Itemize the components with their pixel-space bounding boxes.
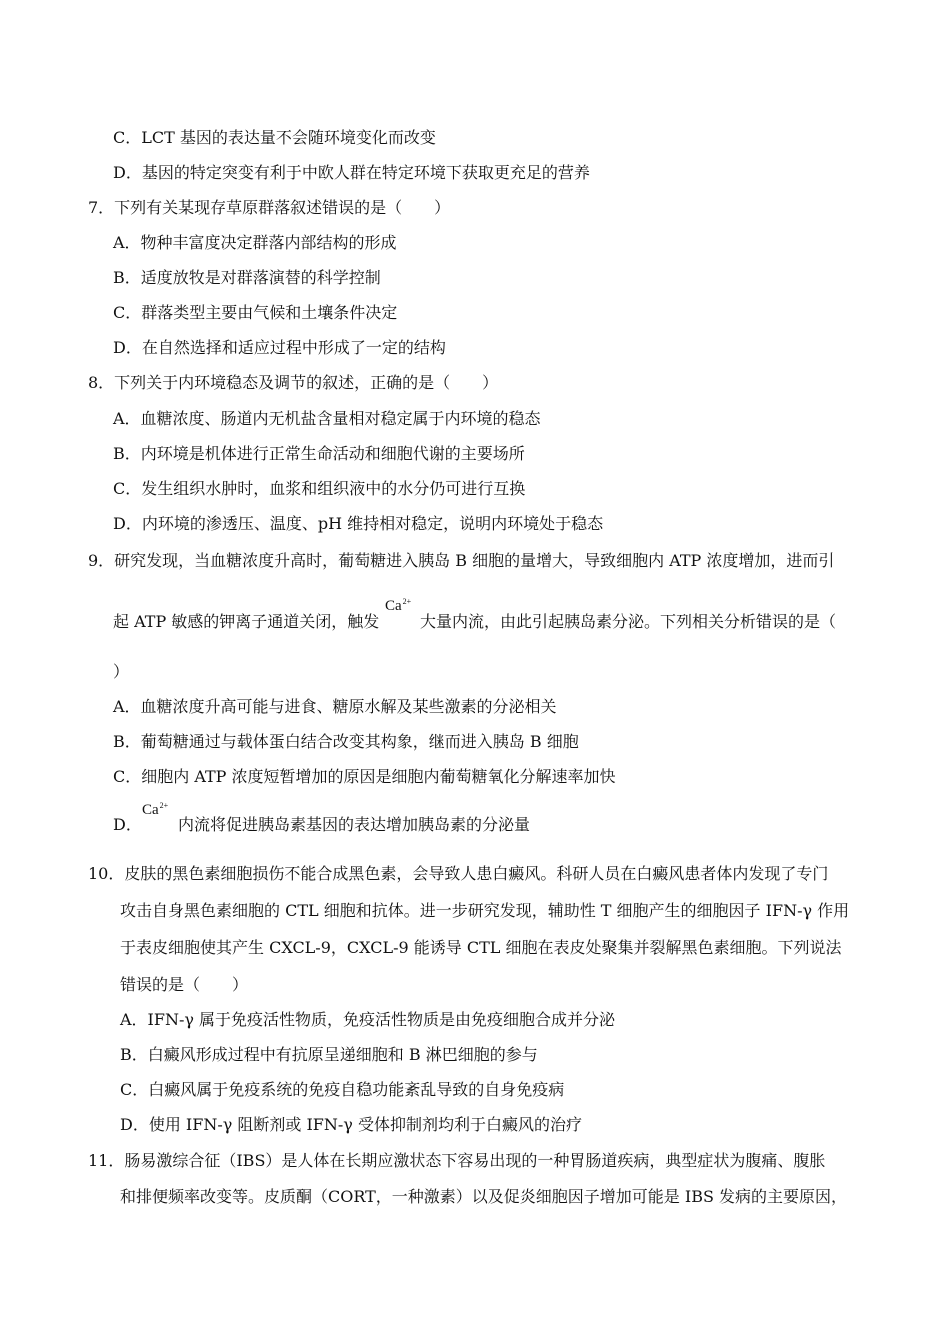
q8-option-b: B．内环境是机体进行正常生命活动和细胞代谢的主要场所 [113,444,525,463]
q10-option-b: B．白癜风形成过程中有抗原呈递细胞和 B 淋巴细胞的参与 [120,1045,538,1064]
ion-base: Ca [142,802,159,818]
ion-charge: 2+ [159,801,169,810]
q7-option-b: B．适度放牧是对群落演替的科学控制 [113,268,381,287]
q10-stem-line1: 10．皮肤的黑色素细胞损伤不能合成黑色素，会导致人患白癜风。科研人员在白癜风患者体内发现了专门 [88,864,829,883]
q9-stem-line2b: 大量内流，由此引起胰岛素分泌。下列相关分析错误的是（ [420,612,837,631]
q10-stem-line4: 错误的是（ ） [120,975,249,994]
q9-stem-line1: 9．研究发现，当血糖浓度升高时，葡萄糖进入胰岛 B 细胞的量增大，导致细胞内 ATP 浓度增加，进而引 [88,551,835,570]
q8-option-c: C．发生组织水肿时，血浆和组织液中的水分仍可进行互换 [113,479,526,498]
q6-option-c: C．LCT 基因的表达量不会随环境变化而改变 [113,128,436,147]
q7-option-d: D．在自然选择和适应过程中形成了一定的结构 [113,338,446,357]
q9-option-b: B．葡萄糖通过与载体蛋白结合改变其构象，继而进入胰岛 B 细胞 [113,732,579,751]
q10-option-c: C．白癜风属于免疫系统的免疫自稳功能紊乱导致的自身免疫病 [120,1080,565,1099]
q8-option-a: A．血糖浓度、肠道内无机盐含量相对稳定属于内环境的稳态 [113,409,541,428]
q9-option-d-calcium-ion [142,802,168,818]
q7-option-c: C．群落类型主要由气候和土壤条件决定 [113,303,398,322]
q9-option-c: C．细胞内 ATP 浓度短暂增加的原因是细胞内葡萄糖氧化分解速率加快 [113,767,616,786]
q11-stem-line2: 和排便频率改变等。皮质酮（CORT，一种激素）以及促炎细胞因子增加可能是 IBS 发病的主要原因， [120,1187,848,1206]
q10-stem-line2: 攻击自身黑色素细胞的 CTL 细胞和抗体。进一步研究发现，辅助性 T 细胞产生的细胞因子 IFN-γ 作用 [120,901,850,920]
q9-calcium-ion-formula [385,598,411,614]
q10-stem-line3: 于表皮细胞使其产生 CXCL-9，CXCL-9 能诱导 CTL 细胞在表皮处聚集并裂解黑色素细胞。下列说法 [120,938,842,957]
q9-stem-line2a: 起 ATP 敏感的钾离子通道关闭，触发 [113,612,380,631]
q11-stem-line1: 11．肠易激综合征（IBS）是人体在长期应激状态下容易出现的一种胃肠道疾病，典型症状为腹痛、腹胀 [88,1151,826,1170]
q10-option-a: A．IFN-γ 属于免疫活性物质，免疫活性物质是由免疫细胞合成并分泌 [120,1010,616,1029]
ion-charge: 2+ [402,597,412,606]
ion-base: Ca [385,598,402,614]
q8-stem: 8．下列关于内环境稳态及调节的叙述，正确的是（ ） [88,373,499,392]
q8-option-d: D．内环境的渗透压、温度、pH 维持相对稳定，说明内环境处于稳态 [113,514,604,533]
q9-option-a: A．血糖浓度升高可能与进食、糖原水解及某些激素的分泌相关 [113,697,557,716]
q10-option-d: D．使用 IFN-γ 阻断剂或 IFN-γ 受体抑制剂均利于白癜风的治疗 [120,1115,582,1134]
q9-option-d-text: 内流将促进胰岛素基因的表达增加胰岛素的分泌量 [178,815,531,834]
q9-option-d-prefix: D． [113,815,142,834]
q7-stem: 7．下列有关某现存草原群落叙述错误的是（ ） [88,198,451,217]
q6-option-d: D．基因的特定突变有利于中欧人群在特定环境下获取更充足的营养 [113,163,590,182]
q9-stem-line3: ） [113,662,130,681]
q7-option-a: A．物种丰富度决定群落内部结构的形成 [113,233,397,252]
